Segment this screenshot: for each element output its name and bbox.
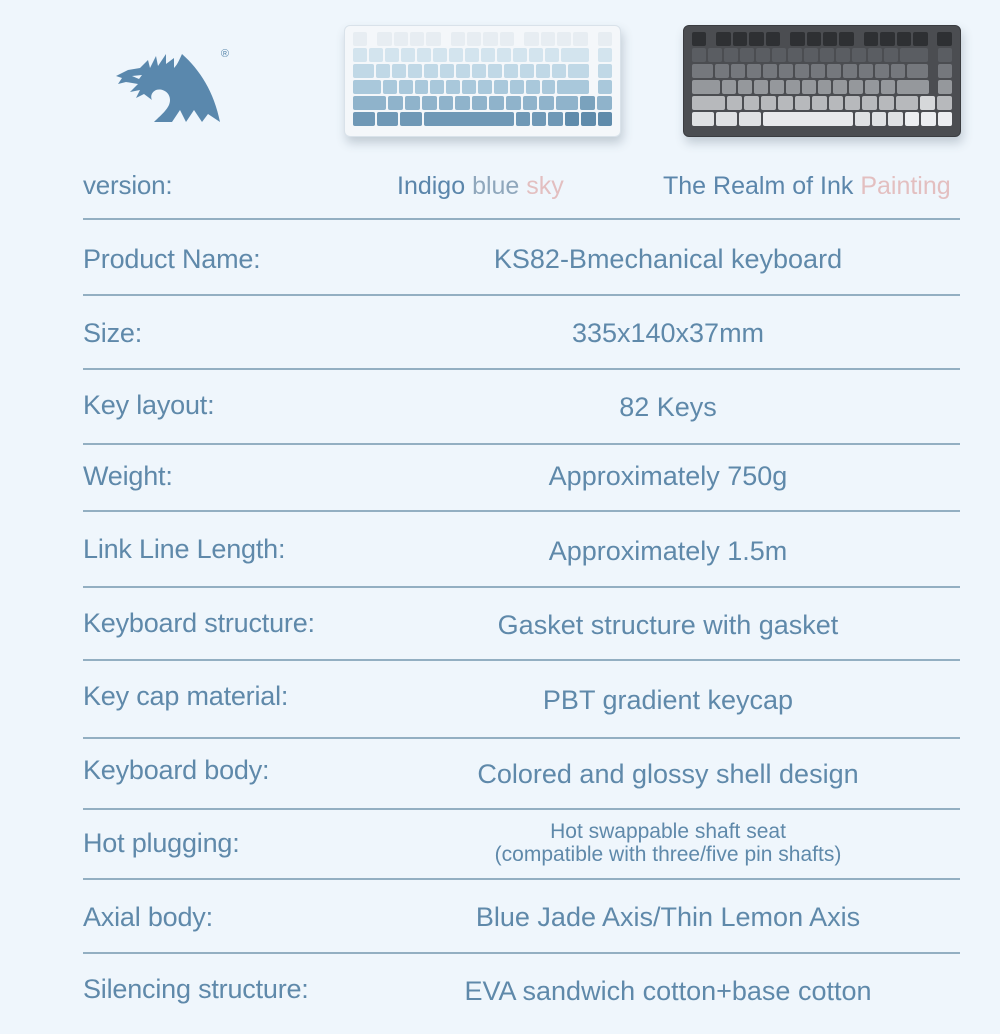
spec-label: Link Line Length: <box>83 534 286 564</box>
key-row <box>353 32 612 46</box>
spec-label: Silencing structure: <box>83 974 309 1004</box>
spec-value: Gasket structure with gasket <box>497 610 839 640</box>
spec-value: EVA sandwich cotton+base cotton <box>464 976 872 1006</box>
spec-row <box>83 220 960 296</box>
spec-label: Keyboard structure: <box>83 608 315 638</box>
key-row <box>692 96 952 110</box>
spec-row <box>83 370 960 445</box>
key-row <box>353 96 612 110</box>
spec-row <box>83 880 960 954</box>
spec-value: KS82-Bmechanical keyboard <box>493 244 843 274</box>
spec-label: Key cap material: <box>83 681 289 711</box>
spec-value: 335x140x37mm <box>571 318 765 348</box>
key-row <box>692 112 952 126</box>
brand-logo <box>112 48 227 126</box>
spec-row <box>83 739 960 810</box>
spec-value: Approximately 750g <box>548 461 788 491</box>
keyboard-image-realm-of-ink-painting <box>683 25 961 137</box>
spec-row <box>83 445 960 512</box>
spec-label: Key layout: <box>83 390 215 420</box>
key-row <box>353 64 612 78</box>
spec-row <box>83 296 960 370</box>
spec-value-line: (compatible with three/five pin shafts) <box>494 843 842 866</box>
spec-row <box>83 954 960 1034</box>
spec-value <box>383 820 953 866</box>
spec-row <box>83 661 960 739</box>
spec-value: Blue Jade Axis/Thin Lemon Axis <box>475 902 861 932</box>
spec-table <box>83 150 960 1034</box>
spec-row-version <box>83 150 960 220</box>
version-option-realm-of-ink-painting: The Realm of Ink Painting <box>663 172 951 200</box>
spec-label: Weight: <box>83 461 173 491</box>
spec-row <box>83 810 960 880</box>
registered-mark: ® <box>220 48 229 60</box>
spec-value: PBT gradient keycap <box>542 685 794 715</box>
spec-value: Approximately 1.5m <box>548 536 788 566</box>
key-row <box>353 112 612 126</box>
key-row <box>692 32 952 46</box>
spec-value-line: Hot swappable shaft seat <box>550 820 786 843</box>
keyboard-image-indigo-blue-sky <box>344 25 621 137</box>
version-option-indigo-blue-sky: Indigo blue sky <box>397 172 564 200</box>
dragon-logo-icon <box>112 48 224 126</box>
spec-row <box>83 512 960 588</box>
key-row <box>353 80 612 94</box>
key-row <box>353 48 612 62</box>
spec-label: version: <box>83 170 173 200</box>
spec-row <box>83 588 960 661</box>
key-row <box>692 48 952 62</box>
spec-label: Product Name: <box>83 244 261 274</box>
key-row <box>692 64 952 78</box>
spec-label: Hot plugging: <box>83 828 240 858</box>
spec-label: Size: <box>83 318 143 348</box>
spec-label: Axial body: <box>83 902 213 932</box>
spec-label: Keyboard body: <box>83 755 270 785</box>
spec-value: Colored and glossy shell design <box>477 759 859 789</box>
spec-value: 82 Keys <box>619 392 717 422</box>
key-row <box>692 80 952 94</box>
